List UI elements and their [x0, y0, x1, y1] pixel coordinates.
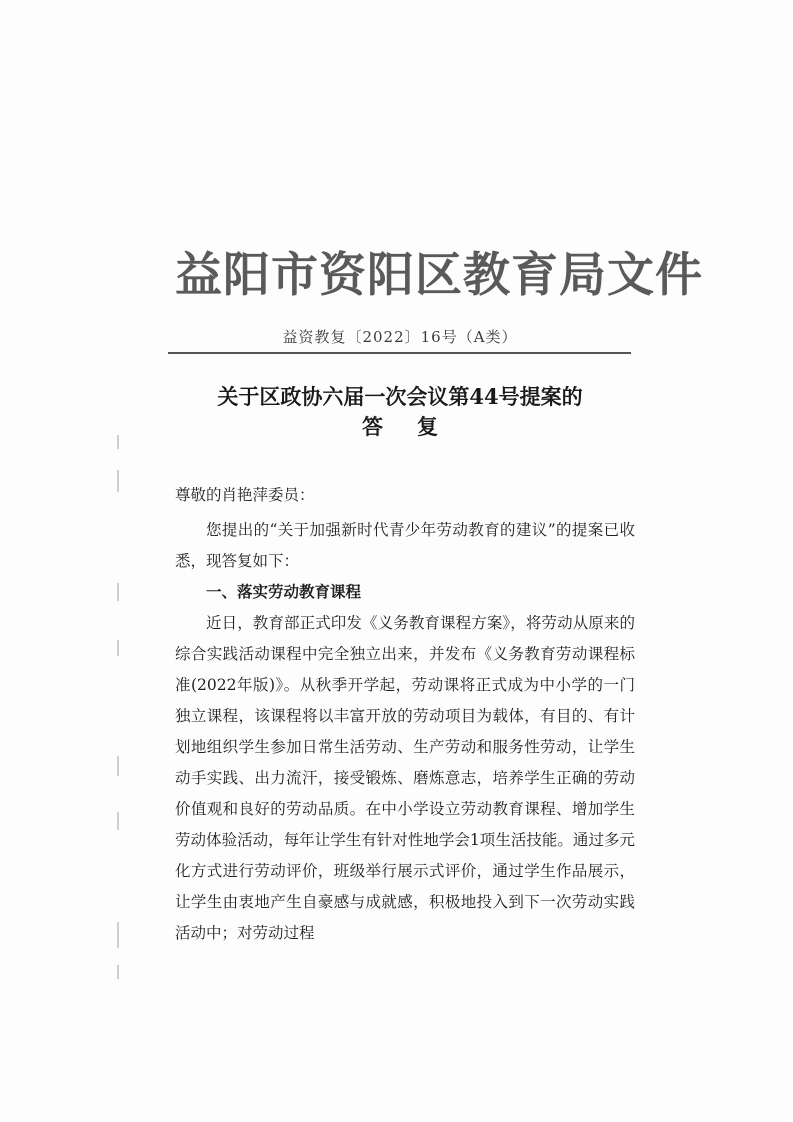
scan-edge-mark [117, 965, 119, 979]
document-body [175, 480, 635, 949]
intro-paragraph: 您提出的“关于加强新时代青少年劳动教育的建议”的提案已收悉，现答复如下： [175, 521, 635, 570]
scan-edge-mark [117, 470, 119, 492]
scan-edge-mark [117, 583, 119, 601]
subject-line-1: 关于区政协六届一次会议第44号提案的 [217, 384, 583, 409]
header-separator-line [168, 352, 631, 354]
subject-line-2: 答复 [362, 414, 472, 439]
section-heading-1: 一、落实劳动教育课程 [206, 583, 362, 601]
scan-edge-mark [117, 756, 119, 776]
document-number: 益资教复〔2022〕16号（A类） [282, 328, 518, 346]
salutation: 尊敬的肖艳萍委员： [175, 486, 315, 504]
scan-edge-mark [117, 812, 119, 830]
scan-edge-mark [117, 922, 119, 948]
document-subject [170, 382, 630, 442]
scan-edge-mark [117, 435, 119, 449]
document-header-title: 益阳市资阳区教育局文件 [175, 248, 703, 303]
section-paragraph-1: 近日，教育部正式印发《义务教育课程方案》，将劳动从原来的综合实践活动课程中完全独立出来，并发布《义务教育劳动课程标准(2022年版)》。从秋季开学起，劳动课将正式成为中小学的一门独立课程，该课程将以丰富开放的劳动项目为载体，有目的、有计划地组织学生参加日常生活劳动、生产劳动和服务性劳动，让学生动手实践、出力流汗，接受锻炼、磨炼意志，培养学生正确的劳动价值观和良好的劳动品质。在中小学设立劳动教育课程、增加学生劳动体验活动，每年让学生有针对性地学会1项生活技能。通过多元化方式进行劳动评价，班级举行展示式评价，通过学生作品展示，让学生由衷地产生自豪感与成就感，积极地投入到下一次劳动实践活动中；对劳动过程 [175, 614, 635, 942]
scan-edge-mark [117, 640, 119, 656]
